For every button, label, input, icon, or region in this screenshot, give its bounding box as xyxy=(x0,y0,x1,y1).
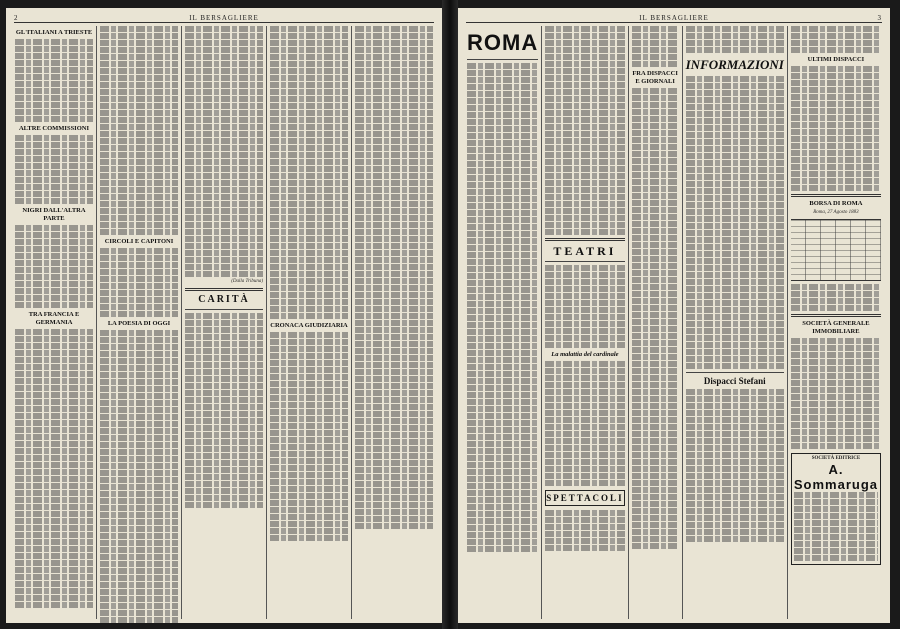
right-newspaper-page xyxy=(458,8,890,623)
headline-poesia: LA POESIA DI OGGI xyxy=(107,320,171,327)
book-gutter xyxy=(442,0,458,629)
headline-nigri: NIGRI DALL'ALTRA PARTE xyxy=(22,207,86,222)
ad-subtitle: SOCIETÀ EDITRICE xyxy=(811,456,861,461)
headline-informazioni: INFORMAZIONI xyxy=(685,57,784,72)
left-column-2 xyxy=(96,26,181,619)
headline-societa-immobiliare: SOCIETÀ GENERALE IMMOBILIARE xyxy=(802,320,870,335)
headline-borsa-roma: BORSA DI ROMA xyxy=(809,200,863,207)
right-page-number: 3 xyxy=(877,14,882,22)
right-column-3 xyxy=(628,26,682,619)
left-masthead-title: IL BERSAGLIERE xyxy=(189,14,259,22)
left-page-number: 2 xyxy=(14,14,19,22)
headline-altre-commissioni: ALTRE COMMISSIONI xyxy=(18,125,89,132)
right-columns xyxy=(464,26,884,619)
left-column-1 xyxy=(12,26,96,619)
right-column-4 xyxy=(682,26,787,619)
headline-ultimi-dispacci: ULTIMI DISPACCI xyxy=(807,56,865,63)
tribuna-signature: (Dalla Tribuna) xyxy=(231,279,263,284)
headline-malattia-cardinale: La malattia del cardinale xyxy=(551,351,619,358)
left-column-3 xyxy=(181,26,266,619)
left-running-head xyxy=(14,12,434,23)
right-masthead-title: IL BERSAGLIERE xyxy=(639,14,709,22)
right-column-1 xyxy=(464,26,541,619)
ad-title: A. Sommaruga xyxy=(793,462,879,492)
headline-francia-germania: TRA FRANCIA E GERMANIA xyxy=(28,311,80,326)
left-columns xyxy=(12,26,436,619)
right-column-5 xyxy=(787,26,884,619)
borsa-table xyxy=(791,219,881,281)
headline-circoli: CIRCOLI E CAPITONI xyxy=(104,238,174,245)
headline-carita: CARITÀ xyxy=(198,294,250,305)
right-column-2 xyxy=(541,26,627,619)
sommaruga-advertisement xyxy=(791,453,881,565)
headline-italiani-trieste: GL'ITALIANI A TRIESTE xyxy=(15,29,93,36)
left-column-5 xyxy=(351,26,436,619)
borsa-date: Roma, 27 Agosto 1883 xyxy=(813,210,859,215)
headline-roma: ROMA xyxy=(467,30,539,55)
headline-dispacci-stefani: Dispacci Stefani xyxy=(703,376,766,386)
left-newspaper-page xyxy=(6,8,442,623)
left-column-4 xyxy=(266,26,351,619)
headline-teatri: TEATRI xyxy=(553,244,617,258)
headline-cronaca-giudiziaria: CRONACA GIUDIZIARIA xyxy=(270,322,348,329)
spettacoli-box: SPETTACOLI xyxy=(545,490,624,506)
headline-fra-dispacci: FRA DISPACCI E GIORNALI xyxy=(632,70,678,85)
right-running-head xyxy=(466,12,882,23)
